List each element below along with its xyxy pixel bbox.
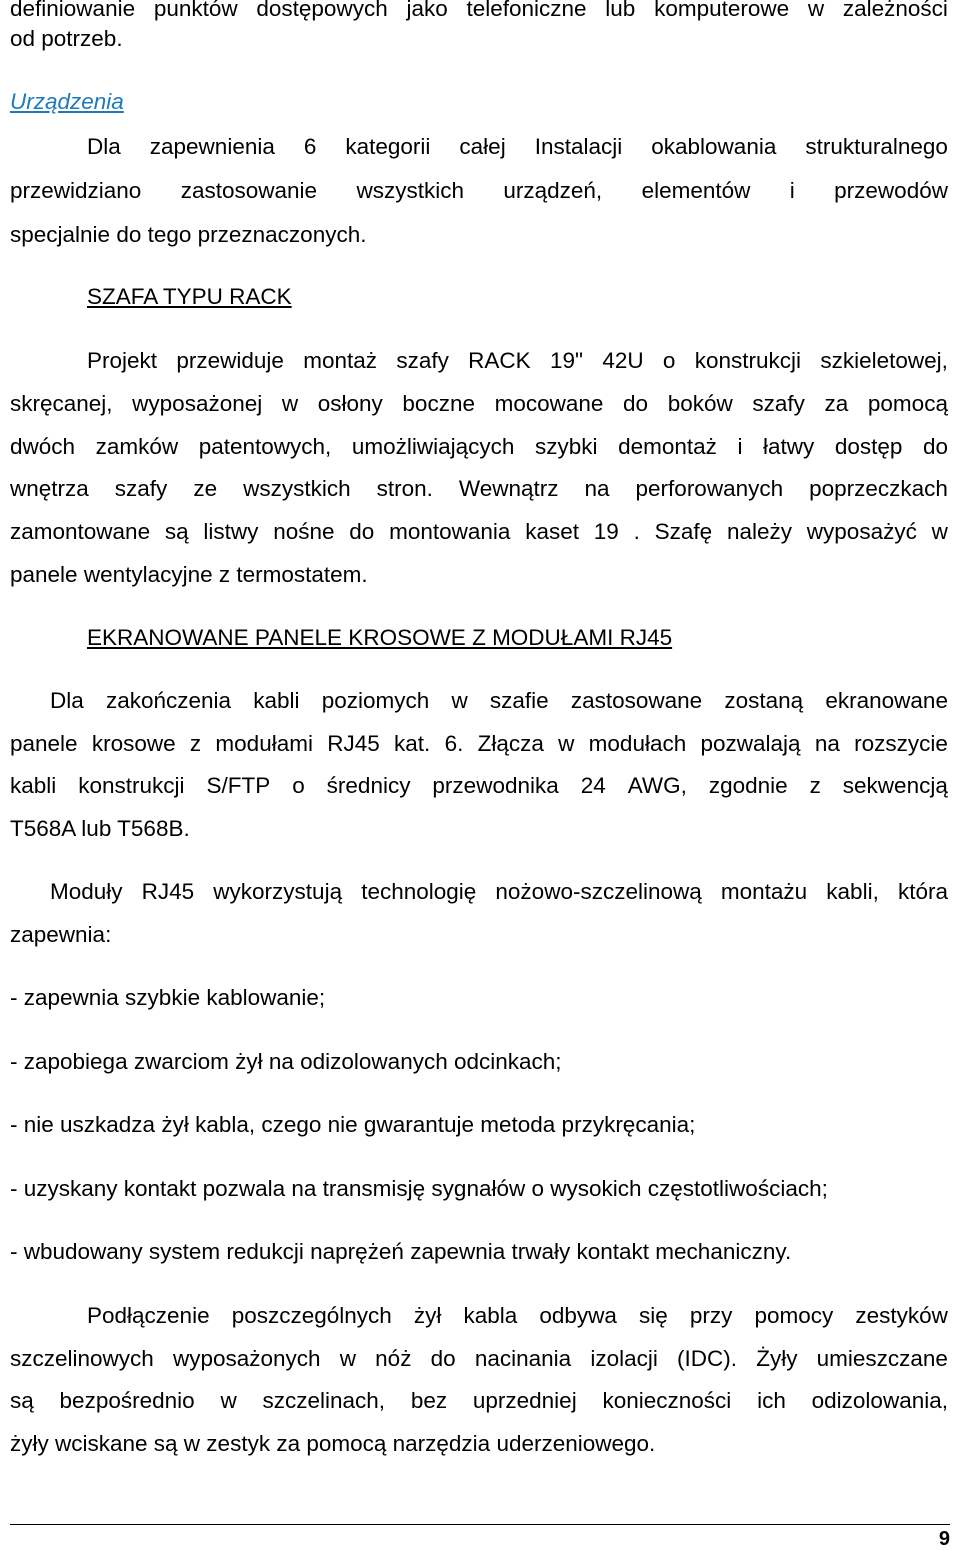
word: Żyły [756, 1346, 798, 1371]
word: Złącza [477, 731, 544, 756]
word: w [281, 391, 299, 416]
section-heading-panele: EKRANOWANE PANELE KROSOWE Z MODUŁAMI RJ45 [87, 625, 673, 650]
word: uprzedniej [472, 1388, 577, 1413]
word: pomocą [867, 391, 948, 416]
word: wszystkich [356, 178, 464, 203]
word: Projekt [87, 348, 158, 373]
word: RJ45 [141, 879, 195, 904]
section-heading-szafa: SZAFA TYPU RACK [87, 284, 292, 309]
word: 42U [602, 348, 644, 373]
word: kabli [253, 688, 300, 713]
word: osłony [317, 391, 383, 416]
szafa-line-4 [10, 476, 948, 502]
word: krosowe [91, 731, 176, 756]
podlaczenie-line-3 [10, 1388, 948, 1414]
word: wyposażonych [172, 1346, 321, 1371]
word: RACK [468, 348, 531, 373]
word: modułach [588, 731, 687, 756]
word: kabli [10, 773, 57, 798]
list-item: - nie uszkadza żył kabla, czego nie gwarantuje metoda przykręcania; [10, 1112, 696, 1137]
word: Dla [87, 134, 121, 159]
word: punktów [153, 0, 238, 21]
word: panele [10, 731, 78, 756]
word: szkieletowej, [820, 348, 948, 373]
word: jako [406, 0, 448, 21]
word: za [824, 391, 849, 416]
word: przy [689, 1303, 733, 1328]
word: dwóch [10, 434, 76, 459]
word: wnętrza [10, 476, 89, 501]
word: zastosowanie [180, 178, 318, 203]
szafa-line-3 [10, 434, 948, 460]
word: kabli, [826, 879, 879, 904]
list-item: - zapobiega zwarciom żył na odizolowanych odcinkach; [10, 1049, 562, 1074]
word: wszystkich [243, 476, 351, 501]
word: 19" [549, 348, 583, 373]
word: konstrukcji [694, 348, 802, 373]
word: całej [459, 134, 506, 159]
word: bezpośrednio [59, 1388, 195, 1413]
word: 6 [303, 134, 317, 159]
word: 24 [580, 773, 606, 798]
word: na [814, 731, 840, 756]
page-number: 9 [938, 1528, 950, 1550]
word: szczelinach, [262, 1388, 386, 1413]
word: do [623, 391, 649, 416]
word: zakończenia [105, 688, 232, 713]
word: i [789, 178, 795, 203]
word: RJ45 [327, 731, 380, 756]
word: wyposażyć [806, 519, 917, 544]
word: ich [757, 1388, 786, 1413]
panele-line-1 [50, 688, 948, 714]
word: wykorzystują [213, 879, 343, 904]
word: z [189, 731, 202, 756]
word: montaż [303, 348, 378, 373]
word: umożliwiających [351, 434, 515, 459]
moduly-line-2: zapewnia: [10, 922, 112, 947]
word: szafy [114, 476, 168, 501]
word: szafy [752, 391, 805, 416]
word: elementów [641, 178, 751, 203]
word: poprzeczkach [809, 476, 948, 501]
word: dostępowych [256, 0, 388, 21]
word: zamontowane [10, 519, 151, 544]
word: poszczególnych [231, 1303, 392, 1328]
word: kat. [394, 731, 431, 756]
urzadzenia-line-2 [10, 178, 948, 204]
word: do [349, 519, 375, 544]
word: konstrukcji [78, 773, 185, 798]
word: nóż [375, 1346, 412, 1371]
word: odizolowania, [811, 1388, 948, 1413]
word: Dla [50, 688, 84, 713]
word: średnicy [326, 773, 411, 798]
word: komputerowe [654, 0, 790, 21]
word: są [10, 1388, 34, 1413]
word: mocowane [494, 391, 604, 416]
podlaczenie-line-2 [10, 1346, 948, 1372]
word: się [639, 1303, 668, 1328]
word: w [807, 0, 825, 21]
word: do [922, 434, 948, 459]
word: do [430, 1346, 456, 1371]
word: zestyków [855, 1303, 948, 1328]
word: lub [605, 0, 636, 21]
word: w [451, 688, 468, 713]
intro-line-1 [10, 0, 948, 22]
intro-line-2: od potrzeb. [10, 26, 123, 51]
word: skręcanej, [10, 391, 113, 416]
word: ze [193, 476, 218, 501]
word: zależności [842, 0, 948, 21]
word: sekwencją [842, 773, 948, 798]
word: zastosowane [570, 688, 703, 713]
word: Szafę [654, 519, 713, 544]
word: nacinania [474, 1346, 572, 1371]
word: definiowanie [10, 0, 136, 21]
word: w [931, 519, 948, 544]
word: stron. [376, 476, 433, 501]
moduly-line-1 [50, 879, 948, 905]
word: szybki [534, 434, 598, 459]
word: z [809, 773, 821, 798]
word: strukturalnego [805, 134, 948, 159]
word: demontaż [618, 434, 717, 459]
word: Podłączenie [87, 1303, 210, 1328]
word: o [292, 773, 305, 798]
word: żył [413, 1303, 442, 1328]
word: w [558, 731, 575, 756]
word: . [633, 519, 640, 544]
word: listwy [203, 519, 259, 544]
word: przewodnika [432, 773, 559, 798]
urzadzenia-line-1 [87, 134, 948, 160]
list-item: - wbudowany system redukcji naprężeń zapewnia trwały kontakt mechaniczny. [10, 1239, 792, 1264]
word: odbywa [539, 1303, 617, 1328]
word: patentowych, [198, 434, 332, 459]
word: okablowania [651, 134, 777, 159]
podlaczenie-line-1 [87, 1303, 948, 1329]
szafa-line-6: panele wentylacyjne z termostatem. [10, 562, 368, 587]
szafa-line-2 [10, 391, 948, 417]
word: szczelinowych [10, 1346, 154, 1371]
word: urządzeń, [503, 178, 603, 203]
word: montażu [720, 879, 808, 904]
word: (IDC). [677, 1346, 738, 1371]
word: Wewnątrz [458, 476, 559, 501]
word: w [339, 1346, 356, 1371]
word: wyposażonej [132, 391, 263, 416]
section-heading-urzadzenia: Urządzenia [10, 89, 124, 114]
word: dostęp [834, 434, 903, 459]
panele-line-4: T568A lub T568B. [10, 816, 190, 841]
word: 6. [444, 731, 464, 756]
szafa-line-1 [87, 348, 948, 374]
word: kategorii [345, 134, 431, 159]
word: szafy [396, 348, 449, 373]
word: pozwalają [700, 731, 801, 756]
word: na [584, 476, 610, 501]
word: pomocy [754, 1303, 834, 1328]
word: nośne [273, 519, 335, 544]
word: konieczności [602, 1388, 732, 1413]
word: przewiduje [176, 348, 284, 373]
word: przewodów [834, 178, 948, 203]
word: umieszczane [816, 1346, 948, 1371]
word: są [164, 519, 189, 544]
word: zamków [95, 434, 179, 459]
word: rozszycie [854, 731, 948, 756]
list-item: - zapewnia szybkie kablowanie; [10, 985, 326, 1010]
word: bez [410, 1388, 448, 1413]
word: Instalacji [534, 134, 623, 159]
word: zostaną [724, 688, 804, 713]
word: AWG, [627, 773, 687, 798]
panele-line-3 [10, 773, 948, 799]
word: izolacji [590, 1346, 658, 1371]
word: szafie [489, 688, 549, 713]
word: boków [667, 391, 733, 416]
word: która [897, 879, 948, 904]
word: zapewnienia [149, 134, 275, 159]
urzadzenia-line-3: specjalnie do tego przeznaczonych. [10, 222, 367, 247]
word: Moduły [50, 879, 123, 904]
szafa-line-5 [10, 519, 948, 545]
word: ekranowane [825, 688, 948, 713]
word: technologię [361, 879, 477, 904]
word: łatwy [763, 434, 815, 459]
word: i [737, 434, 743, 459]
word: nożowo-szczelinową [495, 879, 702, 904]
word: w [220, 1388, 237, 1413]
word: należy [726, 519, 793, 544]
word: poziomych [321, 688, 430, 713]
word: perforowanych [635, 476, 784, 501]
podlaczenie-line-4: żyły wciskane są w zestyk za pomocą narzędzia uderzeniowego. [10, 1431, 656, 1456]
word: montowania [389, 519, 511, 544]
word: kabla [463, 1303, 518, 1328]
word: boczne [402, 391, 475, 416]
word: modułami [215, 731, 313, 756]
word: zgodnie [708, 773, 788, 798]
panele-line-2 [10, 731, 948, 757]
word: kaset [525, 519, 579, 544]
footer-divider [10, 1524, 950, 1525]
word: 19 [593, 519, 619, 544]
word: telefoniczne [466, 0, 587, 21]
word: przewidziano [10, 178, 142, 203]
word: o [662, 348, 676, 373]
list-item: - uzyskany kontakt pozwala na transmisję sygnałów o wysokich częstotliwościach; [10, 1176, 828, 1201]
word: S/FTP [206, 773, 271, 798]
